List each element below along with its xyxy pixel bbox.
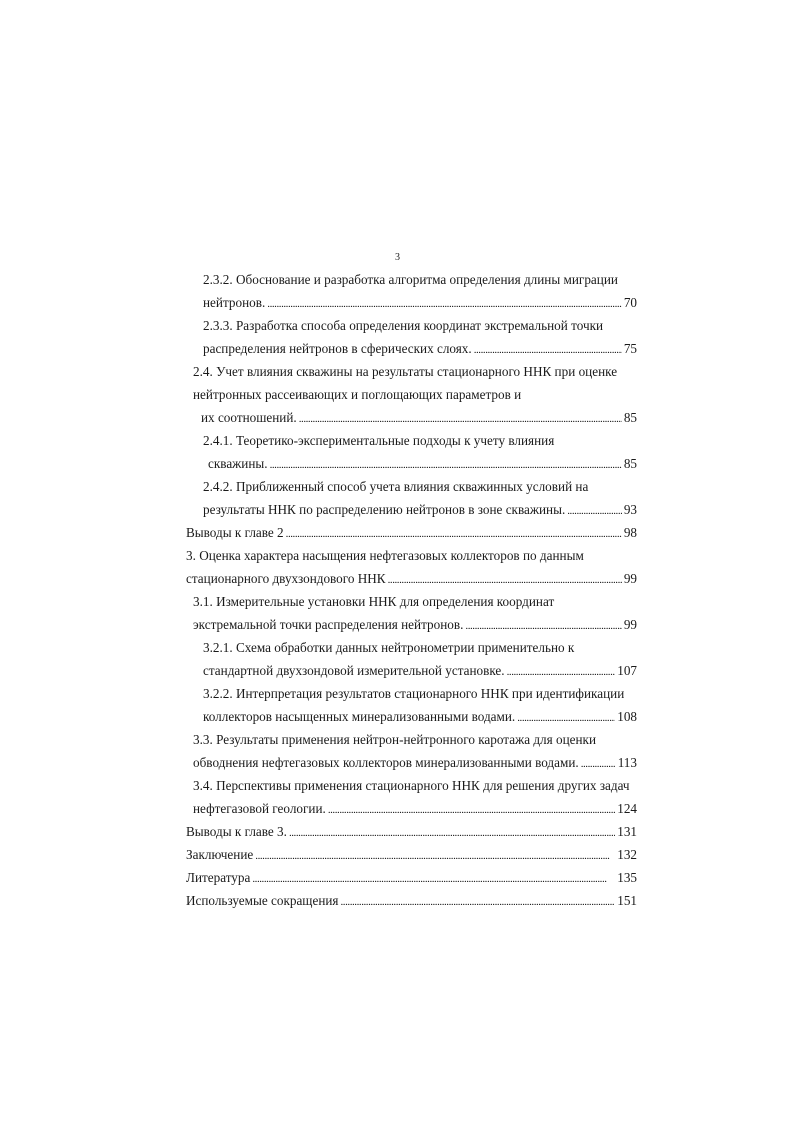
toc-entry-2-4-line-3: [201, 408, 637, 428]
toc-page-number: 108: [617, 709, 637, 724]
dot-leader: [388, 569, 622, 590]
toc-entry-2-3-2-line-2: [203, 293, 637, 313]
toc-entry-2-4-line-2: [193, 385, 521, 405]
dot-leader: [517, 707, 615, 728]
toc-entry-text: обводнения нефтегазовых коллекторов минерализованными водами.: [193, 755, 579, 770]
dot-leader: [567, 500, 622, 521]
toc-entry-text: нейтронов.: [203, 295, 266, 310]
toc-entry-text: стандартной двухзондовой измерительной установке.: [203, 663, 505, 678]
toc-page-number: 98: [623, 525, 637, 540]
toc-entry-3-2-2-line-1: [203, 684, 624, 704]
toc-entry-text: экстремальной точки распределения нейтронов.: [193, 617, 464, 632]
toc-entry-text: скважины.: [208, 456, 268, 471]
toc-page-number: 85: [623, 456, 637, 471]
toc-entry-3-2-2-line-2: [203, 707, 637, 727]
toc-page-number: 75: [623, 341, 637, 356]
toc-page-number: 135: [617, 870, 637, 885]
toc-entry-3-1-line-1: [193, 592, 554, 612]
toc-entry-text: Заключение: [186, 847, 254, 862]
toc-entry-conclusions-3: [186, 822, 637, 842]
toc-entry-3-4-line-2: [193, 799, 637, 819]
toc-entry-text: 3.4. Перспективы применения стационарного ННК для решения других задач: [193, 778, 630, 793]
toc-entry-2-4-1-line-2: [208, 454, 637, 474]
toc-entry-2-4-2-line-2: [203, 500, 637, 520]
toc-page-number: 107: [617, 663, 637, 678]
toc-entry-text: 3.3. Результаты применения нейтрон-нейтронного каротажа для оценки: [193, 732, 597, 747]
toc-entry-2-4-2-line-1: [203, 477, 588, 497]
toc-page-number: 99: [623, 617, 637, 632]
toc-page-number: 70: [623, 295, 637, 310]
toc-entry-text: результаты ННК по распределению нейтронов в зоне скважины.: [203, 502, 566, 517]
toc-page-number: 85: [623, 410, 637, 425]
toc-page-number: 113: [617, 755, 637, 770]
dot-leader: [252, 868, 615, 889]
dot-leader: [289, 822, 615, 843]
toc-entry-text: распределения нейтронов в сферических слоях.: [203, 341, 472, 356]
dot-leader: [581, 753, 616, 774]
toc-entry-text: 3. Оценка характера насыщения нефтегазовых коллекторов по данным: [186, 548, 584, 563]
toc-entry-text: нефтегазовой геологии.: [193, 801, 326, 816]
dot-leader: [299, 408, 622, 429]
toc-entry-2-4-1-line-1: [203, 431, 554, 451]
toc-entry-2-3-2-line-1: [203, 270, 618, 290]
toc-entry-text: 2.4.1. Теоретико-экспериментальные подходы к учету влияния: [203, 433, 555, 448]
toc-entry-conclusion: [186, 845, 637, 865]
toc-entry-3-line-2: [186, 569, 637, 589]
toc-entry-text: Выводы к главе 2: [186, 525, 284, 540]
toc-entry-text: их соотношений.: [201, 410, 297, 425]
toc-entry-text: 2.4. Учет влияния скважины на результаты стационарного ННК при оценке: [193, 364, 618, 379]
toc-entry-3-line-1: [186, 546, 584, 566]
dot-leader: [474, 339, 622, 360]
toc-entry-3-3-line-2: [193, 753, 637, 773]
toc-page-number: 124: [617, 801, 637, 816]
dot-leader: [255, 845, 615, 866]
toc-page-number: 93: [623, 502, 637, 517]
toc-entry-2-3-3-line-2: [203, 339, 637, 359]
toc-page-number: 132: [617, 847, 637, 862]
toc-entry-text: нейтронных рассеивающих и поглощающих параметров и: [193, 387, 522, 402]
toc-entry-3-4-line-1: [193, 776, 630, 796]
toc-entry-literature: [186, 868, 637, 888]
dot-leader: [286, 523, 622, 544]
toc-entry-text: Литература: [186, 870, 251, 885]
toc-entry-3-1-line-2: [193, 615, 637, 635]
toc-entry-text: 2.4.2. Приближенный способ учета влияния скважинных условий на: [203, 479, 589, 494]
dot-leader: [328, 799, 615, 820]
toc-page-number: 99: [623, 571, 637, 586]
dot-leader: [507, 661, 616, 682]
toc-entry-3-2-1-line-1: [203, 638, 574, 658]
toc-entry-3-3-line-1: [193, 730, 596, 750]
toc-entry-text: коллекторов насыщенных минерализованными водами.: [203, 709, 516, 724]
toc-entry-text: 3.1. Измерительные установки ННК для определения координат: [193, 594, 555, 609]
toc-entry-text: Выводы к главе 3.: [186, 824, 287, 839]
toc-entry-text: 3.2.1. Схема обработки данных нейтронометрии применительно к: [203, 640, 575, 655]
toc-entry-text: 2.3.2. Обоснование и разработка алгоритма определения длины миграции: [203, 272, 618, 287]
toc-page-number: 131: [617, 824, 637, 839]
dot-leader: [270, 454, 622, 475]
toc-entry-text: Используемые сокращения: [186, 893, 339, 908]
toc-entry-text: 3.2.2. Интерпретация результатов стационарного ННК при идентификации: [203, 686, 625, 701]
dot-leader: [465, 615, 621, 636]
toc-entry-3-2-1-line-2: [203, 661, 637, 681]
toc-entry-conclusions-2: [186, 523, 637, 543]
toc-entry-text: стационарного двухзондового ННК: [186, 571, 386, 586]
toc-entry-2-3-3-line-1: [203, 316, 603, 336]
toc-entry-text: 2.3.3. Разработка способа определения координат экстремальной точки: [203, 318, 604, 333]
toc-entry-abbreviations: [186, 891, 637, 911]
page-number: 3: [395, 252, 400, 263]
toc-entry-2-4-line-1: [193, 362, 617, 382]
dot-leader: [341, 891, 616, 912]
dot-leader: [267, 293, 622, 314]
toc-page-number: 151: [617, 893, 637, 908]
